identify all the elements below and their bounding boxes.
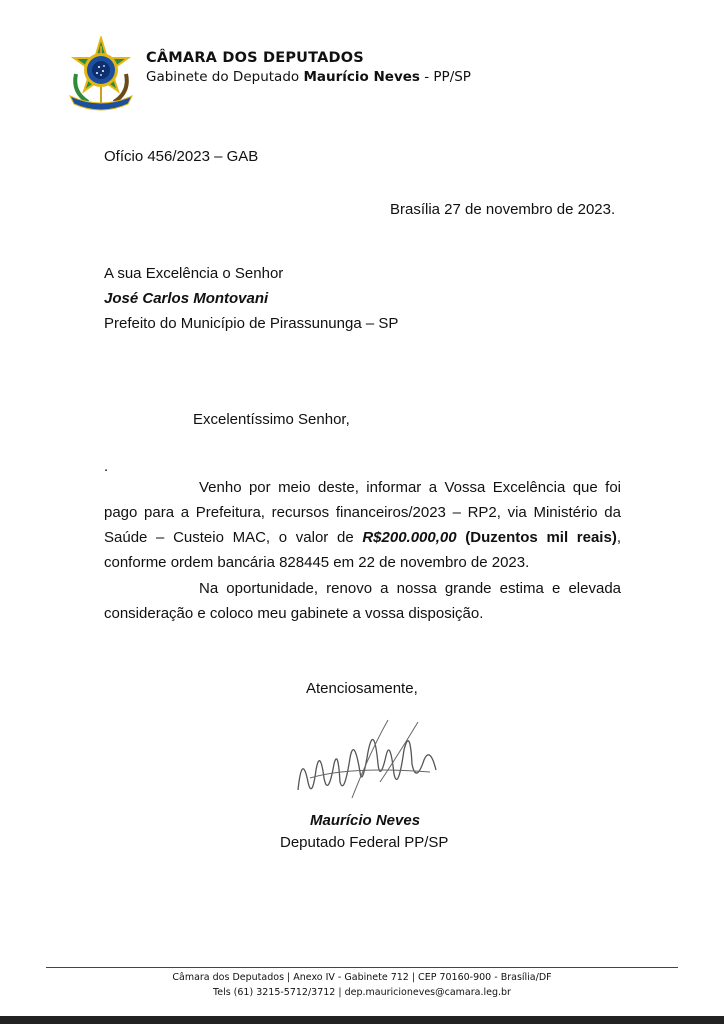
office-prefix: Gabinete do Deputado [146,69,304,85]
footer-address: Câmara dos Deputados | Anexo IV - Gabinete 712 | CEP 70160-900 - Brasília/DF [172,972,552,983]
recipient-name: José Carlos Montovani [104,290,269,307]
signer-name: Maurício Neves [310,812,421,829]
payment-amount: R$200.000,00 [362,529,457,546]
footer-divider [46,967,678,968]
office-line [146,69,471,85]
recipient-title: Prefeito do Município de Pirassununga – SP [104,315,399,332]
paragraph-1 [104,475,621,575]
office-suffix: - PP/SP [419,69,471,85]
signer-title: Deputado Federal PP/SP [280,834,449,851]
greeting: Excelentíssimo Senhor, [193,411,350,428]
document-reference: Ofício 456/2023 – GAB [104,148,259,165]
place-date: Brasília 27 de novembro de 2023. [390,201,616,218]
handwritten-signature [290,712,440,808]
footer-contact: Tels (61) 3215-5712/3712 | dep.mauricioneves@camara.leg.br [213,987,511,998]
paragraph-1-part2: , conforme ordem bancária 828445 em 22 de novembro de 2023. [104,529,621,571]
institution-name: CÂMARA DOS DEPUTADOS [146,50,364,66]
recipient-salutation: A sua Excelência o Senhor [104,265,284,282]
paragraph-2: Na oportunidade, renovo a nossa grande estima e elevada consideração e coloco meu gabinete a vossa disposição. [104,580,621,622]
paragraph-1-part1: Venho por meio deste, informar a Vossa Excelência que foi pago para a Prefeitura, recursos financeiros/2023 – RP2, via Ministério da Saúde – Custeio MAC, o valor de [104,479,621,546]
deputy-name-header: Maurício Neves [303,69,420,85]
payment-amount-words: (Duzentos mil reais) [456,529,617,546]
scan-bottom-edge [0,1016,724,1024]
closing: Atenciosamente, [306,680,418,697]
coat-of-arms-emblem-icon [66,36,136,112]
stray-mark: . [104,458,109,475]
